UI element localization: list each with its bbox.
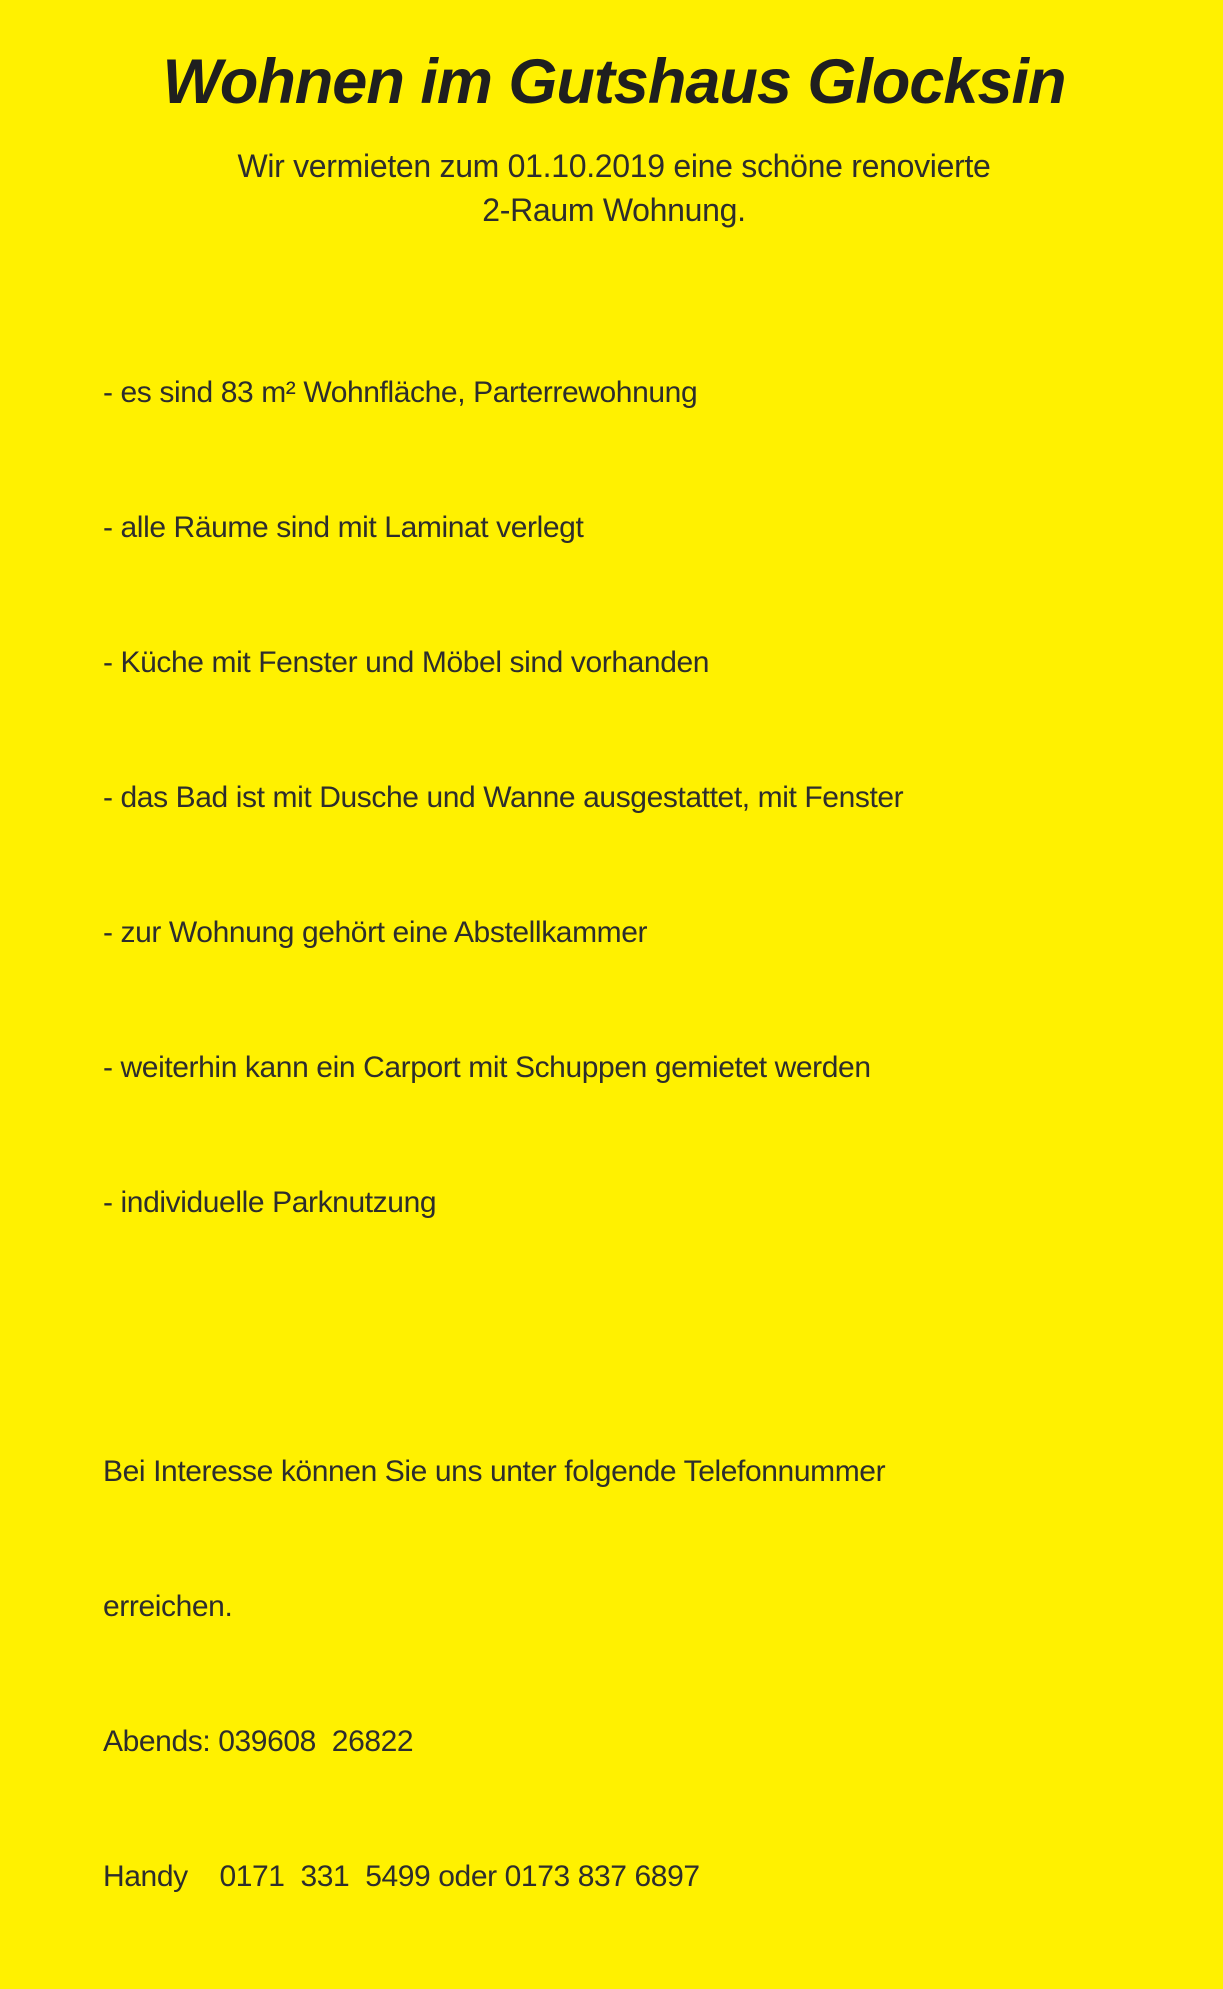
intro-line-1: Wir vermieten zum 01.10.2019 eine schöne renovierte: [237, 148, 991, 185]
contact-intro-line-1: Bei Interesse können Sie uns unter folgende Telefonnummer: [103, 1455, 886, 1489]
feature-list: [103, 280, 1125, 1315]
flyer-title: Wohnen im Gutshaus Glocksin: [162, 47, 1066, 117]
feature-item-living-area: - es sind 83 m² Wohnfläche, Parterrewohnung: [103, 376, 698, 410]
phone-evening-line: Abends: 039608 26822: [103, 1725, 414, 1759]
feature-item-laminate: - alle Räume sind mit Laminat verlegt: [103, 511, 584, 545]
feature-item-storage-room: - zur Wohnung gehört eine Abstellkammer: [103, 916, 648, 950]
feature-item-kitchen: - Küche mit Fenster und Möbel sind vorhanden: [103, 646, 710, 680]
feature-item-carport: - weiterhin kann ein Carport mit Schuppen gemietet werden: [103, 1051, 871, 1085]
intro-line-2: 2-Raum Wohnung.: [482, 192, 746, 229]
contact-block: [103, 1359, 1125, 1989]
feature-item-parking: - individuelle Parknutzung: [103, 1186, 437, 1220]
phone-mobile-line: Handy 0171 331 5499 oder 0173 837 6897: [103, 1860, 700, 1894]
intro-paragraph: [103, 144, 1125, 232]
feature-item-bathroom: - das Bad ist mit Dusche und Wanne ausgestattet, mit Fenster: [103, 781, 904, 815]
contact-intro-line-2: erreichen.: [103, 1590, 233, 1624]
